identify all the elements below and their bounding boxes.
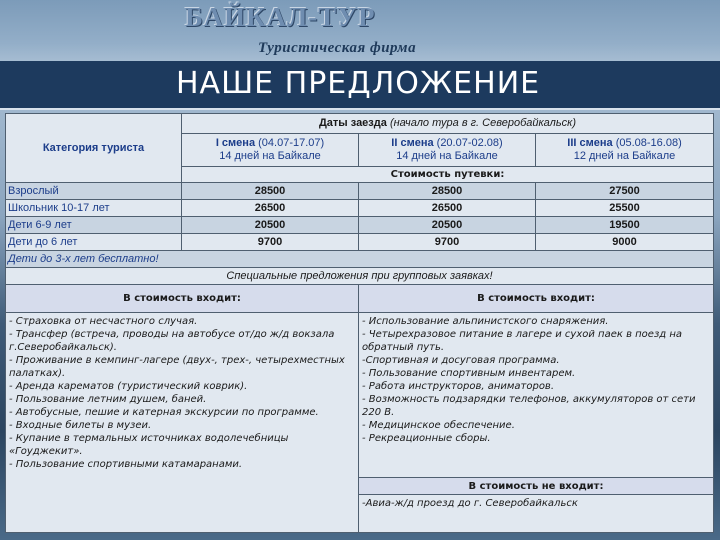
table-row <box>6 200 714 217</box>
dates-note: (начало тура в г. Северобайкальск) <box>389 117 577 129</box>
not-included-list <box>359 495 714 533</box>
list-item: - Рекреационные сборы. <box>362 433 491 444</box>
dates-header-cell <box>182 114 714 134</box>
list-item: - Использование альпинистского снаряжения. <box>362 316 609 327</box>
included-header-right: В стоимость входит: <box>359 285 714 313</box>
shift-days: 12 дней на Байкале <box>573 150 676 162</box>
list-item: - Работа инструкторов, аниматоров. <box>362 381 555 392</box>
price-cell: 26500 <box>359 200 536 217</box>
price-cell: 9700 <box>359 234 536 251</box>
title-banner <box>0 61 720 110</box>
row-category: Дети до 6 лет <box>6 234 182 251</box>
shift-days: 14 дней на Байкале <box>396 150 498 162</box>
price-header-cell <box>182 167 714 183</box>
shift-3-cell <box>536 134 714 167</box>
offer-table <box>5 113 714 533</box>
row-category: Школьник 10-17 лет <box>6 200 182 217</box>
list-item: -Спортивная и досуговая программа. <box>362 355 560 366</box>
brand-tagline: Туристическая фирма <box>258 40 417 56</box>
shift-dates: (20.07-02.08) <box>436 137 503 149</box>
shift-name: II смена <box>391 137 434 149</box>
list-item: - Пользование летним душем, баней. <box>9 394 207 405</box>
shift-1-cell <box>182 134 359 167</box>
special-note-row <box>6 268 714 285</box>
included-list-right <box>359 313 714 478</box>
table-row <box>6 234 714 251</box>
special-note: Специальные предложения при групповых заявках! <box>6 268 714 285</box>
included-header-left: В стоимость входит: <box>6 285 359 313</box>
shift-dates: (05.08-16.08) <box>615 137 682 149</box>
price-cell: 9700 <box>182 234 359 251</box>
price-cell: 28500 <box>182 183 359 200</box>
list-item: - Возможность подзарядки телефонов, аккумуляторов от сети 220 В. <box>362 394 696 418</box>
shift-name: I смена <box>215 137 256 149</box>
price-cell: 20500 <box>359 217 536 234</box>
included-list-left <box>6 313 359 533</box>
table-row <box>6 217 714 234</box>
list-item: - Пользование спортивными катамаранами. <box>9 459 243 470</box>
page-title: НАШЕ ПРЕДЛОЖЕНИЕ <box>176 66 541 101</box>
list-item: - Трансфер (встреча, проводы на автобусе от/до ж/д вокзала г.Северобайкальск). <box>9 329 335 353</box>
shift-name: III смена <box>567 137 613 149</box>
included-lists-row <box>6 313 714 478</box>
price-header: Стоимость путевки: <box>390 169 505 180</box>
shift-2-cell <box>359 134 536 167</box>
list-item: - Медицинское обеспечение. <box>362 420 515 431</box>
shift-dates: (04.07-17.07) <box>258 137 325 149</box>
category-header: Категория туриста <box>42 141 145 154</box>
row-category: Дети 6-9 лет <box>6 217 182 234</box>
price-cell: 28500 <box>359 183 536 200</box>
brand-logo: БАЙКАЛ-ТУР <box>185 2 376 32</box>
row-category: Взрослый <box>6 183 182 200</box>
category-header-cell <box>6 114 182 183</box>
table-row <box>6 183 714 200</box>
list-item: - Четырехразовое питание в лагере и сухой паек в поезд на обратный путь. <box>362 329 683 353</box>
price-cell: 9000 <box>536 234 714 251</box>
price-cell: 20500 <box>182 217 359 234</box>
list-item: - Пользование спортивным инвентарем. <box>362 368 576 379</box>
list-item: - Входные билеты в музеи. <box>9 420 152 431</box>
price-cell: 19500 <box>536 217 714 234</box>
free-note: Дети до 3-х лет бесплатно! <box>6 251 714 268</box>
included-header-row <box>6 285 714 313</box>
dates-row <box>6 114 714 134</box>
price-cell: 26500 <box>182 200 359 217</box>
price-cell: 27500 <box>536 183 714 200</box>
list-item: - Проживание в кемпинг-лагере (двух-, трех-, четырехместных палатках). <box>9 355 345 379</box>
list-item: -Авиа-ж/д проезд до г. Северобайкальск <box>362 498 578 509</box>
price-cell: 25500 <box>536 200 714 217</box>
dates-label: Даты заезда <box>318 117 387 129</box>
free-note-row <box>6 251 714 268</box>
list-item: - Страховка от несчастного случая. <box>9 316 198 327</box>
not-included-header: В стоимость не входит: <box>359 478 714 495</box>
list-item: - Аренда карематов (туристический коврик). <box>9 381 248 392</box>
list-item: - Автобусные, пешие и катерная экскурсии по программе. <box>9 407 319 418</box>
list-item: - Купание в термальных источниках водолечебницы «Гоуджекит». <box>9 433 289 457</box>
shift-days: 14 дней на Байкале <box>219 150 321 162</box>
